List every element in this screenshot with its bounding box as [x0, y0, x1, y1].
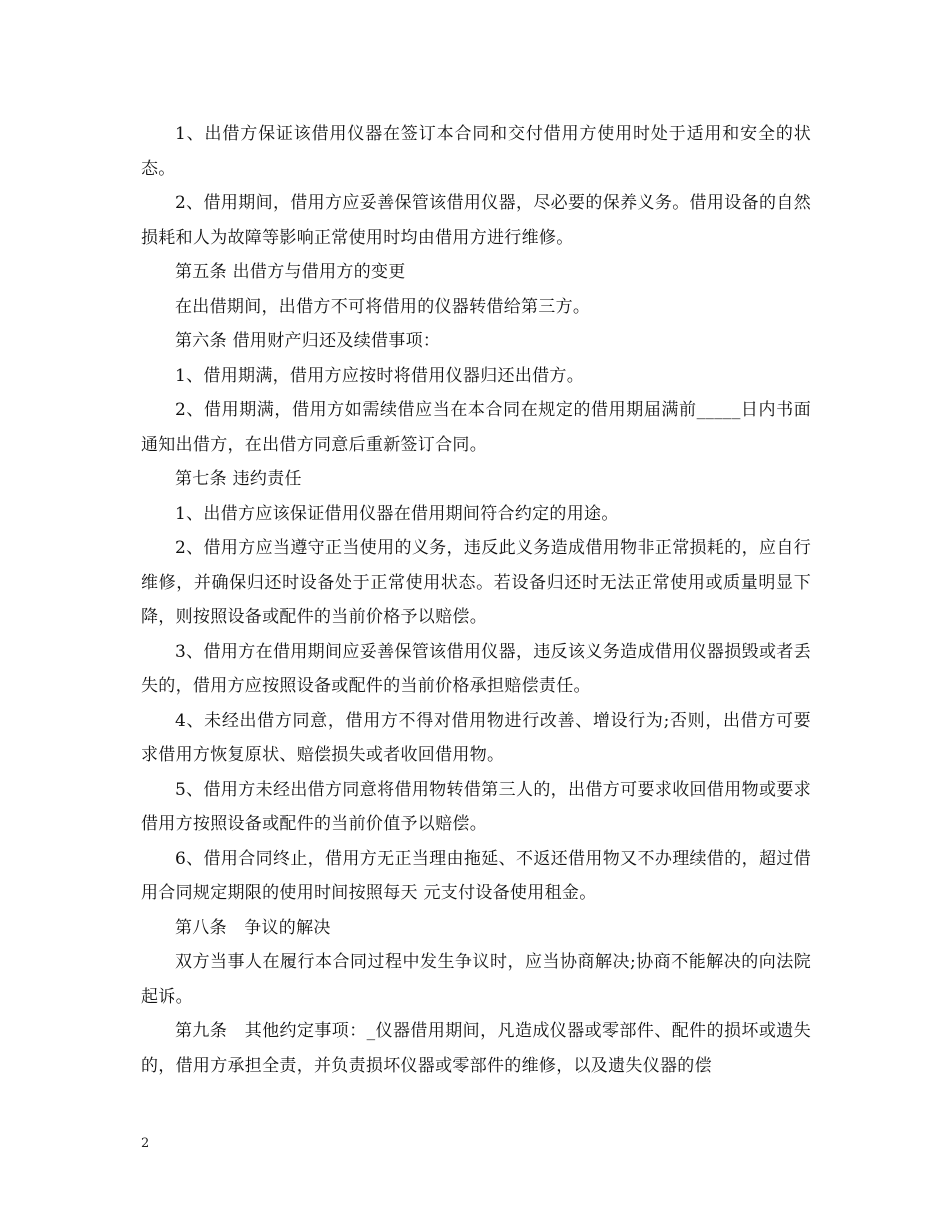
section-heading: 第六条 借用财产归还及续借事项：: [175, 331, 441, 351]
section-heading: 第七条 违约责任: [175, 469, 302, 489]
paragraph: 1、借用期满，借用方应按时将借用仪器归还出借方。: [175, 365, 585, 386]
paragraph: 4、未经出借方同意，借用方不得对借用物进行改善、增设行为;否则，出借方可要求借用方恢复原状、赔偿损失或者收回借用物。: [141, 710, 811, 765]
paragraph: 5、借用方未经出借方同意将借用物转借第三人的，出借方可要求收回借用物或要求借用方按照设备或配件的当前价值予以赔偿。: [141, 779, 811, 834]
paragraph: 3、借用方在借用期间应妥善保管该借用仪器，违反该义务造成借用仪器损毁或者丢失的，借用方应按照设备或配件的当前价格承担赔偿责任。: [141, 641, 811, 696]
document-body: [141, 117, 811, 1083]
section-heading: 第八条 争议的解决: [175, 917, 331, 938]
paragraph: 6、借用合同终止，借用方无正当理由拖延、不返还借用物又不办理续借的，超过借用合同规定期限的使用时间按照每天 元支付设备使用租金。: [141, 848, 811, 903]
paragraph: 在出借期间，出借方不可将借用的仪器转借给第三方。: [175, 296, 591, 317]
paragraph: 2、借用方应当遵守正当使用的义务，违反此义务造成借用物非正常损耗的，应自行维修，并确保归还时设备处于正常使用状态。若设备归还时无法正常使用或质量明显下降，则按照设备或配件的当前价格予以赔偿。: [141, 538, 811, 627]
paragraph: 2、借用期满，借用方如需续借应当在本合同在规定的借用期届满前_____日内书面通知出借方，在出借方同意后重新签订合同。: [141, 400, 811, 455]
section-heading: 第九条 其他约定事项：_仪器借用期间，凡造成仪器或零部件、配件的损坏或遗失的，借用方承担全责，并负责损坏仪器或零部件的维修，以及遗失仪器的偿: [141, 1021, 811, 1076]
page-number: 2: [141, 1136, 150, 1151]
paragraph: 2、借用期间，借用方应妥善保管该借用仪器，尽必要的保养义务。借用设备的自然损耗和人为故障等影响正常使用时均由借用方进行维修。: [141, 193, 811, 248]
section-heading: 第五条 出借方与借用方的变更: [175, 262, 406, 282]
paragraph: 1、出借方保证该借用仪器在签订本合同和交付借用方使用时处于适用和安全的状态。: [141, 124, 811, 179]
paragraph: 双方当事人在履行本合同过程中发生争议时，应当协商解决;协商不能解决的向法院起诉。: [141, 952, 811, 1007]
paragraph: 1、出借方应该保证借用仪器在借用期间符合约定的用途。: [175, 503, 619, 524]
